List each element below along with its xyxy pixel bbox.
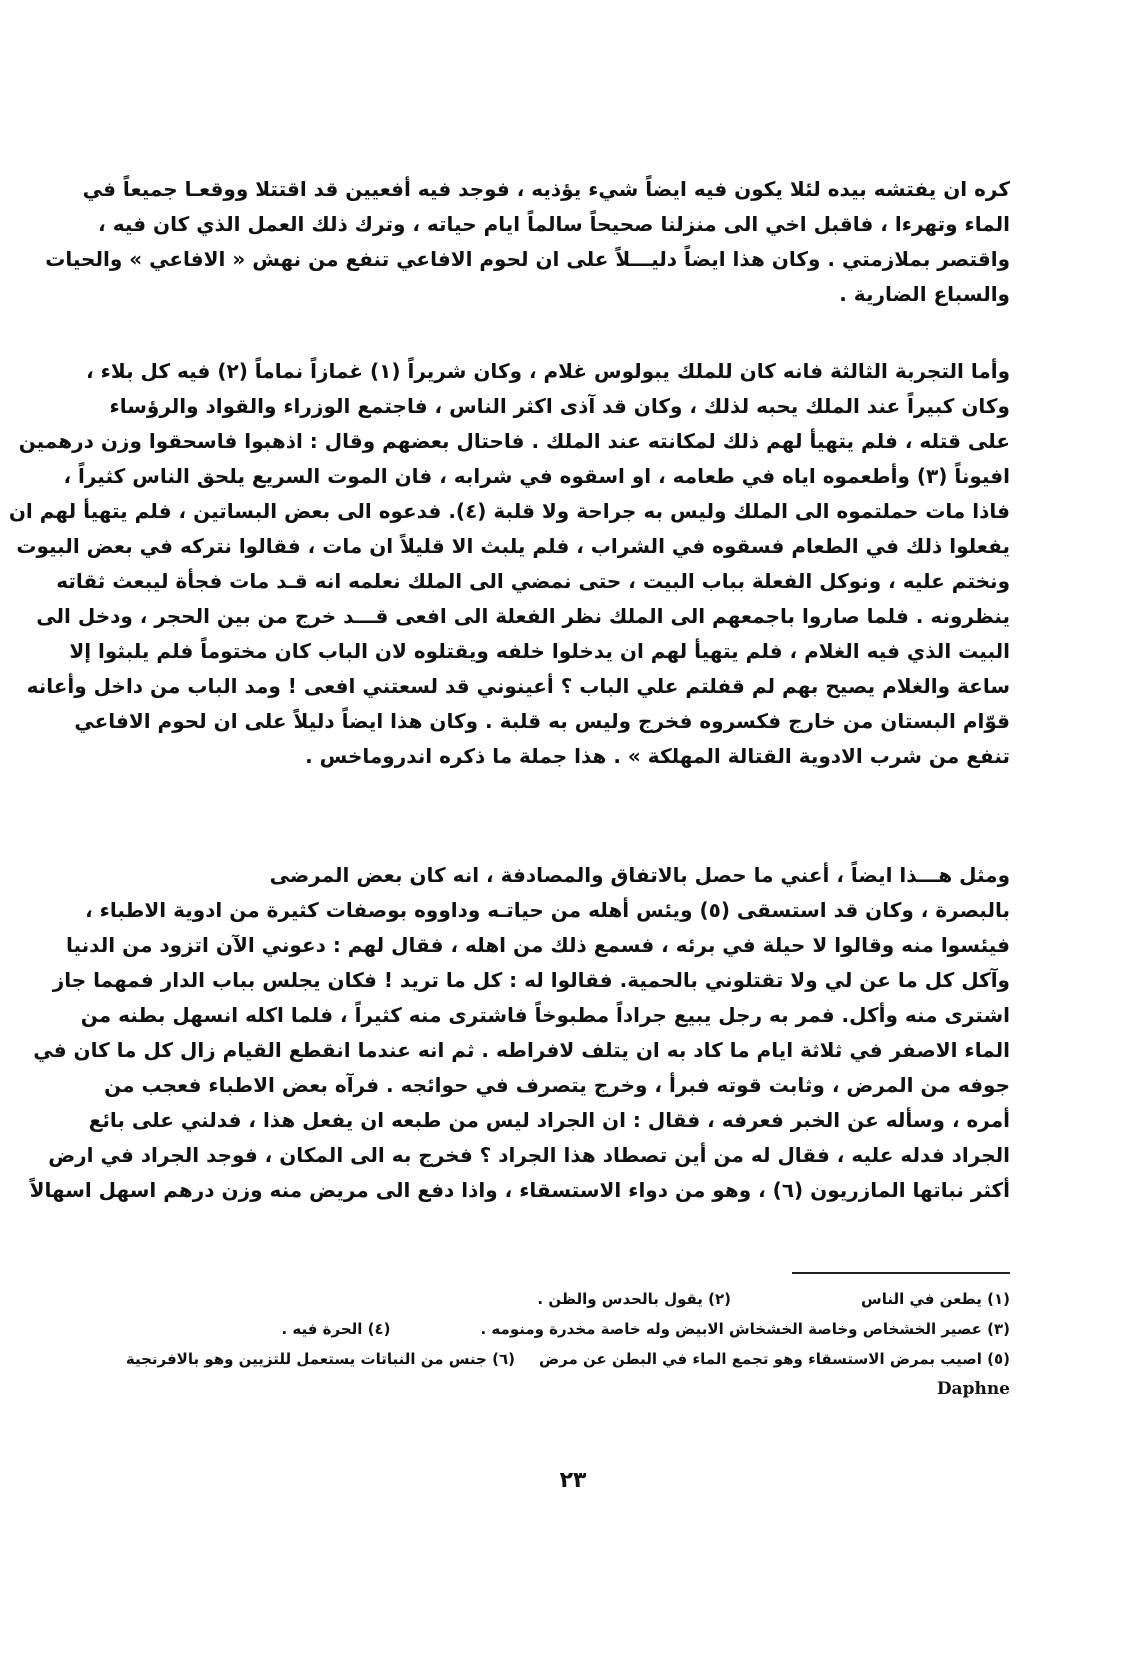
paragraph-line: والسباع الضارية .	[839, 282, 1010, 306]
paragraph-line: أكثر نباتها المازريون (٦) ، وهو من دواء الاستسقاء ، واذا دفع الى مريض منه وزن درهم اسهل اسهالاً	[29, 1178, 1010, 1202]
paragraph-line: البيت الذي فيه الغلام ، فلم يتهيأ لهم ان يدخلوا خلفه ويقتلوه لان الباب كان مختوماً فلم يلبثوا إلا	[69, 639, 1010, 663]
footnote-divider	[792, 1272, 1010, 1274]
footnote-3: (٣) عصير الخشخاص وخاصة الخشخاش الابيض وله خاصة مخدرة ومنومه .	[480, 1320, 1010, 1338]
paragraph-line: ومثل هـــذا ايضاً ، أعني ما حصل بالاتفاق والمصادفة ، انه كان بعض المرضى	[269, 863, 1010, 887]
paragraph-line: افيوناً (٣) وأطعموه اياه في طعامه ، او اسقوه في شرابه ، فان الموت السريع يلحق الناس كثيراً ،	[63, 464, 1010, 488]
paragraph-2	[8, 354, 1010, 774]
paragraph-line: قوّام البستان من خارج فكسروه فخرج وليس به قلبة . وكان هذا ايضاً دليلاً على ان لحوم الافاعي	[74, 709, 1010, 733]
paragraph-line: فيئسوا منه وقالوا لا حيلة في برئه ، فسمع ذلك من اهله ، فقال لهم : دعوني الآن اتزود من الدنيا	[66, 933, 1010, 957]
footnote-row-4	[140, 1374, 1010, 1404]
paragraph-line: فاذا مات حملتموه الى الملك وليس به جراحة ولا قلبة (٤). فدعوه الى بعض البساتين ، فلم يتهيأ لهم ان	[8, 499, 1010, 523]
footnote-6: (٦) جنس من النباتات يستعمل للتزيين وهو بالافرنجية	[125, 1350, 515, 1368]
paragraph-line: الماء وتهرءا ، فاقبل اخي الى منزلنا صحيحاً سالماً ايام حياته ، وترك ذلك العمل الذي كان فيه ،	[98, 212, 1010, 236]
paragraph-line: ونختم عليه ، ونوكل الفعلة بباب البيت ، حتى نمضي الى الملك نعلمه انه قـد مات فجأة ليبعث ثقاته	[56, 569, 1010, 593]
footnote-row-2	[140, 1314, 1010, 1344]
footnote-6-latin-term: Daphne	[936, 1379, 1010, 1399]
paragraph-line: وكان كبيراً عند الملك يحبه لذلك ، وكان قد آذى اكثر الناس ، فاجتمع الوزراء والقواد والرؤساء	[109, 394, 1010, 418]
footnote-row-3	[125, 1344, 1010, 1374]
paragraph-line: جوفه من المرض ، وثابت قوته فبرأ ، وخرج يتصرف في حوائجه . فرآه بعض الاطباء فعجب من	[104, 1073, 1010, 1097]
footnotes	[125, 1284, 1010, 1404]
paragraph-line: الجراد فدله عليه ، فقال له من أين تصطاد هذا الجراد ؟ فخرج به الى المكان ، فوجد الجراد في ارض	[48, 1143, 1010, 1167]
paragraph-line: أمره ، وسأله عن الخبر فعرفه ، فقال : ان الجراد ليس من طبعه ان يفعل هذا ، فدلني على بائع	[88, 1108, 1010, 1132]
paragraph-line: واقتصر بملازمتي . وكان هذا ايضاً دليـــلاً على ان لحوم الافاعي تنفع من نهش « الافاعي » والحيات	[45, 247, 1010, 271]
footnote-4: (٤) الحرة فيه .	[281, 1320, 391, 1338]
paragraph-line: وآكل كل ما عن لي ولا تقتلوني بالحمية. فقالوا له : كل ما تريد ! فكان يجلس بباب الدار فمهما جاز	[52, 968, 1010, 992]
paragraph-line: بالبصرة ، وكان قد استسقى (٥) ويئس أهله من حياتـه وداووه بوصفات كثيرة من ادوية الاطباء ،	[85, 898, 1010, 922]
footnote-2: (٢) يقول بالحدس والظن .	[537, 1290, 732, 1308]
paragraph-line: الماء الاصفر في ثلاثة ايام ما كاد به ان يتلف لافراطه . ثم انه عندما انقطع القيام زال كل ما كان في	[33, 1038, 1010, 1062]
paragraph-line: ينظرونه . فلما صاروا باجمعهم الى الملك نظر الفعلة الى افعى قـــد خرج من بين الحجر ، ودخل الى	[36, 604, 1010, 628]
footnote-1: (١) يطعن في الناس	[861, 1290, 1010, 1308]
paragraph-3	[29, 858, 1010, 1208]
paragraph-1	[45, 172, 1010, 312]
footnote-row-1	[140, 1284, 1010, 1314]
paragraph-line: يفعلوا ذلك في الطعام فسقوه في الشراب ، فلم يلبث الا قليلاً ان مات ، فقالوا نتركه في بعض البيوت	[16, 534, 1010, 558]
paragraph-line: على قتله ، فلم يتهيأ لهم ذلك لمكانته عند الملك . فاحتال بعضهم وقال : اذهبوا فاسحقوا وزن درهمين	[18, 429, 1010, 453]
paragraph-line: ساعة والغلام يصيح بهم لم قفلتم علي الباب ؟ أعينوني قد لسعتني افعى ! ومد الباب من داخل وأعانه	[26, 674, 1010, 698]
page-number: ٢٣	[559, 1468, 587, 1493]
paragraph-line: وأما التجربة الثالثة فانه كان للملك يبولوس غلام ، وكان شريراً (١) غمازاً نماماً (٢) فيه كل بلاء ،	[86, 359, 1010, 383]
paragraph-line: اشترى منه وأكل. فمر به رجل يبيع جراداً مطبوخاً فاشترى منه كثيراً ، فلما اكله انسهل بطنه من	[80, 1003, 1010, 1027]
paragraph-line: كره ان يفتشه بيده لئلا يكون فيه ايضاً شيء يؤذيه ، فوجد فيه أفعيين قد اقتتلا ووقعـا جميعاً في	[82, 177, 1010, 201]
paragraph-line: تنفع من شرب الادوية القتالة المهلكة » . هذا جملة ما ذكره اندروماخس .	[305, 744, 1010, 768]
footnote-5: (٥) اصيب بمرض الاستسقاء وهو تجمع الماء في البطن عن مرض	[538, 1350, 1010, 1368]
